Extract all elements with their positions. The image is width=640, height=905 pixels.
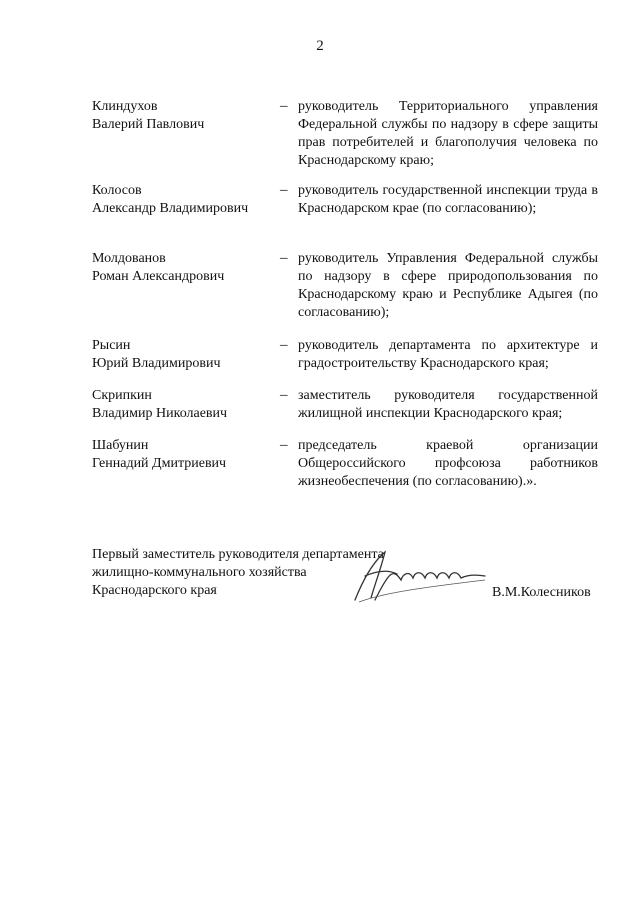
dash-separator: – [280,182,288,198]
member-role: руководитель департамента по архитектуре и градостроительству Краснодарского края; [298,338,598,371]
member-name [92,182,272,218]
member-role: руководитель государственной инспекции труда в Краснодарском крае (по согласованию); [298,183,598,216]
dash-separator: – [280,98,288,114]
member-surname: Шабунин [92,438,149,453]
member-given-names: Геннадий Дмитриевич [92,456,227,471]
dash-separator: – [280,250,288,266]
member-surname: Клиндухов [92,99,158,114]
dash-separator: – [280,387,288,403]
member-surname: Колосов [92,183,142,198]
signatory-title-line: Краснодарского края [92,583,217,598]
page-number: 2 [316,38,324,54]
member-given-names: Юрий Владимирович [92,356,221,371]
dash-separator: – [280,437,288,453]
member-name [92,98,272,134]
member-given-names: Александр Владимирович [92,201,249,216]
member-role: заместитель руководителя государственной жилищной инспекции Краснодарского края; [298,388,598,421]
member-given-names: Роман Александрович [92,269,225,284]
member-surname: Молдованов [92,251,166,266]
signatory-title-line: жилищно-коммунального хозяйства [92,565,307,580]
signatory-title-line: Первый заместитель руководителя департамента [92,547,384,562]
handwritten-signature [345,540,495,610]
member-given-names: Владимир Николаевич [92,406,228,421]
member-name [92,387,272,423]
member-surname: Рысин [92,338,131,353]
member-role: председатель краевой организации Общероссийского профсоюза работников жизнеобеспечения (по согласованию).». [298,438,598,489]
member-role: руководитель Управления Федеральной службы по надзору в сфере природопользования по Краснодарскому краю и Республике Адыгея (по согласованию); [298,251,598,320]
member-name [92,250,272,286]
signatory-name: В.М.Колесников [492,585,591,600]
member-name [92,337,272,373]
member-name [92,437,272,473]
member-surname: Скрипкин [92,388,152,403]
dash-separator: – [280,337,288,353]
member-role: руководитель Территориального управления Федеральной службы по надзору в сфере защиты прав потребителей и благополучия человека по Краснодарскому краю; [298,99,598,168]
member-given-names: Валерий Павлович [92,117,205,132]
